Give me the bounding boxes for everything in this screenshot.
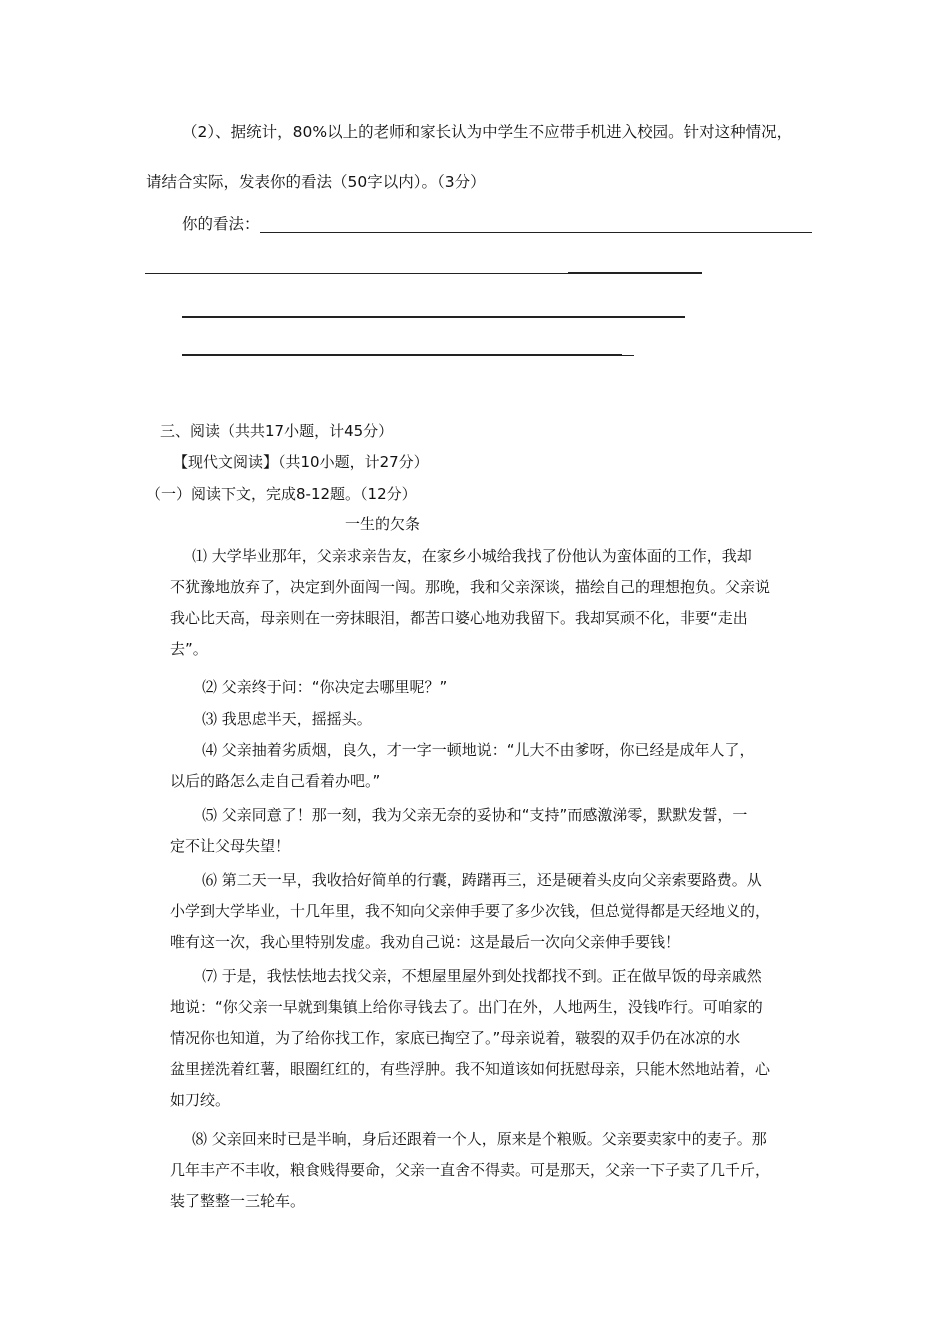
paragraph-line: ⑹ 第二天一早，我收拾好简单的行囊，踌躇再三，还是硬着头皮向父亲索要路费。从 — [202, 871, 762, 889]
paragraph-line: 盆里搓洗着红薯，眼圈红红的，有些浮肿。我不知道该如何抚慰母亲，只能木然地站着，心 — [170, 1060, 771, 1078]
answer-label: 你的看法： — [182, 215, 260, 233]
question2-line1: （2）、据统计，80%以上的老师和家长认为中学生不应带手机进入校园。针对这种情况， — [182, 123, 793, 141]
paragraph-line: 以后的路怎么走自己看着办吧。” — [170, 772, 381, 790]
paragraph-line: 几年丰产不丰收，粮食贱得要命，父亲一直舍不得卖。可是那天，父亲一下子卖了几千斤， — [170, 1161, 771, 1179]
paragraph-line: 去”。 — [170, 640, 208, 658]
paragraph-line: ⑵ 父亲终于问：“你决定去哪里呢？” — [202, 678, 448, 696]
article-title: 一生的欠条 — [345, 515, 421, 533]
paragraph-line: 小学到大学毕业，十几年里，我不知向父亲伸手要了多少次钱，但总觉得都是天经地义的， — [170, 902, 771, 920]
paragraph-line: ⑴ 大学毕业那年，父亲求亲告友，在家乡小城给我找了份他认为蛮体面的工作，我却 — [192, 547, 752, 565]
paragraph-line: ⑻ 父亲回来时已是半晌，身后还跟着一个人，原来是个粮贩。父亲要卖家中的麦子。那 — [192, 1130, 767, 1148]
paragraph-7 — [170, 961, 810, 1116]
paragraph-line: 地说：“你父亲一早就到集镇上给你寻钱去了。出门在外，人地两生，没钱咋行。可咱家的 — [170, 998, 763, 1016]
paragraph-line: 唯有这一次，我心里特别发虚。我劝自己说：这是最后一次向父亲伸手要钱！ — [170, 933, 681, 951]
paragraph-3 — [170, 704, 810, 735]
paragraph-line: 我心比天高，母亲则在一旁抹眼泪，都苦口婆心地劝我留下。我却冥顽不化，非要“走出 — [170, 609, 748, 627]
paragraph-2 — [170, 672, 810, 703]
paragraph-6 — [170, 865, 810, 958]
paragraph-4 — [170, 735, 810, 797]
answer-line-4b[interactable] — [620, 355, 634, 356]
paragraph-line: 情况你也知道，为了给你找工作，家底已掏空了。”母亲说着，皲裂的双手仍在冰凉的水 — [170, 1029, 741, 1047]
paragraph-line: ⑷ 父亲抽着劣质烟，良久，才一字一顿地说：“儿大不由爹呀，你已经是成年人了， — [202, 741, 755, 759]
paragraph-line: ⑸ 父亲同意了！那一刻，我为父亲无奈的妥协和“支持”而感激涕零，默默发誓，一 — [202, 806, 748, 824]
section3-heading: 三、阅读（共共17小题，计45分） — [160, 422, 394, 440]
part1-instruction: （一）阅读下文，完成8-12题。（12分） — [146, 485, 417, 503]
paragraph-line: 装了整整一三轮车。 — [170, 1192, 306, 1210]
answer-line-2b[interactable] — [568, 272, 702, 274]
paragraph-line: 不犹豫地放弃了，决定到外面闯一闯。那晚，我和父亲深谈，描绘自己的理想抱负。父亲说 — [170, 578, 771, 596]
answer-line-3[interactable] — [182, 316, 685, 318]
paragraph-1 — [170, 541, 810, 665]
paragraph-line: ⑺ 于是，我怯怯地去找父亲，不想屋里屋外到处找都找不到。正在做早饭的母亲戚然 — [202, 967, 762, 985]
paragraph-line: 定不让父母失望！ — [170, 837, 291, 855]
modern-reading-heading: 【现代文阅读】（共10小题，计27分） — [173, 453, 429, 471]
answer-line-1[interactable] — [260, 232, 812, 233]
answer-line-2a[interactable] — [145, 273, 570, 274]
answer-line-4a[interactable] — [182, 354, 622, 356]
paragraph-8 — [170, 1124, 810, 1217]
paragraph-5 — [170, 800, 810, 862]
paragraph-line: ⑶ 我思虑半天，摇摇头。 — [202, 710, 372, 728]
question2-line2: 请结合实际，发表你的看法（50字以内）。（3分） — [146, 173, 486, 191]
paragraph-line: 如刀绞。 — [170, 1091, 231, 1109]
